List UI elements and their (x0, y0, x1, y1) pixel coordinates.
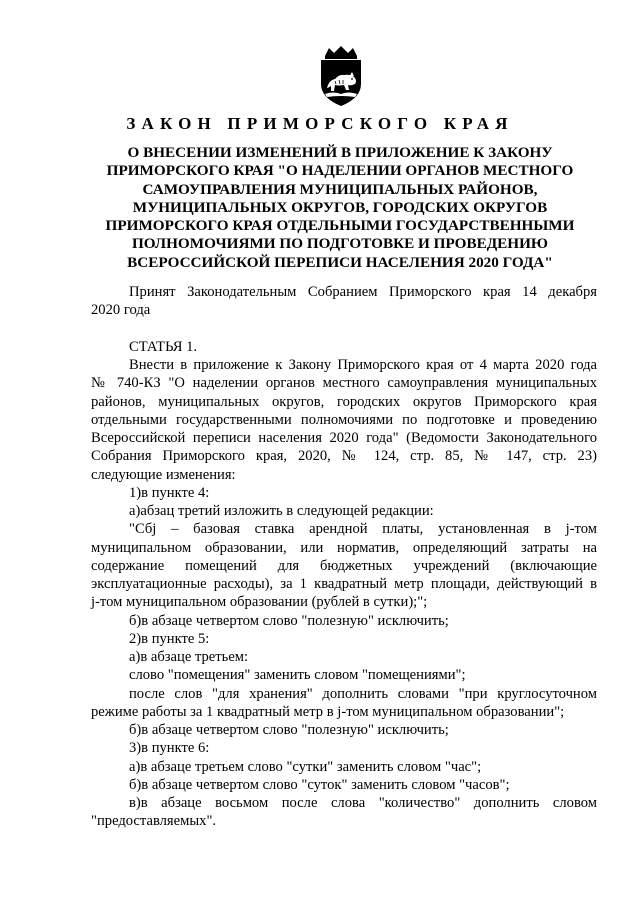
subtitle-line: ПРИМОРСКОГО КРАЯ "О НАДЕЛЕНИИ ОРГАНОВ МЕСТНОГО (106, 162, 574, 180)
article-line: Всероссийской переписи населения 2020 года" (Ведомости Законодательного (91, 430, 597, 446)
article-line: а)в абзаце третьем: (129, 649, 249, 665)
article-heading: СТАТЬЯ 1. (129, 338, 198, 355)
subtitle-line: МУНИЦИПАЛЬНЫХ ОКРУГОВ, ГОРОДСКИХ ОКРУГОВ (132, 198, 548, 216)
article-line: муниципальном образовании, или норматив, определяющий затраты на (91, 539, 597, 556)
article-line: эксплуатационные расходы), за 1 квадратный метр площади, действующий в (91, 576, 597, 592)
article-line: Собрания Приморского края, 2020, № 124, стр. 85, № 147, стр. 23) (91, 448, 597, 465)
article-line: в)в абзаце восьмом после слова "количество" дополнить словом (129, 795, 597, 811)
article-line: Внести в приложение к Закону Приморского края от 4 марта 2020 года (129, 357, 597, 373)
article-line: после слов "для хранения" дополнить словами "при круглосуточном (129, 685, 597, 702)
article-line: 1)в пункте 4: (129, 484, 210, 501)
article-line: отдельными государственными полномочиями по подготовке и проведению (91, 411, 597, 428)
article-line: 2)в пункте 5: (129, 630, 210, 647)
article-line: 3)в пункте 6: (129, 740, 210, 757)
article-line: "Сбj – базовая ставка арендной платы, установленная в j-том (129, 521, 597, 538)
article-line: районов, муниципальных округов, городских округов Приморского края (91, 393, 597, 410)
coat-of-arms-icon (315, 44, 367, 108)
article-line: б)в абзаце четвертом слово "суток" заменить словом "часов"; (129, 776, 510, 793)
article-line: j-том муниципальном образовании (рублей в сутки);"; (91, 594, 428, 611)
article-line: № 740-КЗ "О наделении органов местного самоуправления муниципальных (91, 375, 597, 392)
adoption-line: Принят Законодательным Собранием Приморского края 14 декабря (129, 284, 597, 300)
subtitle-line: ПРИМОРСКОГО КРАЯ ОТДЕЛЬНЫМИ ГОСУДАРСТВЕННЫМИ (105, 217, 575, 235)
subtitle-line: САМОУПРАВЛЕНИЯ МУНИЦИПАЛЬНЫХ РАЙОНОВ, (142, 180, 538, 198)
subtitle-line: ПОЛНОМОЧИЯМИ ПО ПОДГОТОВКЕ И ПРОВЕДЕНИЮ (131, 235, 549, 253)
law-body (91, 283, 597, 831)
article-line: слово "помещения" заменить словом "помещениями"; (129, 667, 466, 684)
article-line: б)в абзаце четвертом слово "полезную" исключить; (129, 612, 449, 629)
article-line: следующие изменения: (91, 466, 236, 483)
law-title: ЗАКОН ПРИМОРСКОГО КРАЯ (126, 114, 514, 133)
article-line: "предоставляемых". (91, 813, 217, 830)
law-subtitle (92, 144, 588, 272)
article-line: режиме работы за 1 квадратный метр в j-том муниципальном образовании"; (91, 703, 565, 720)
article-line: содержание помещений для бюджетных учреждений (включающие (91, 557, 597, 574)
subtitle-line: О ВНЕСЕНИИ ИЗМЕНЕНИЙ В ПРИЛОЖЕНИЕ К ЗАКОНУ (127, 144, 553, 161)
article-line: б)в абзаце четвертом слово "полезную" исключить; (129, 722, 449, 738)
article-line: а)абзац третий изложить в следующей редакции: (129, 503, 434, 519)
subtitle-line: ВСЕРОССИЙСКОЙ ПЕРЕПИСИ НАСЕЛЕНИЯ 2020 ГОДА" (127, 253, 553, 271)
adoption-line: 2020 года (91, 302, 151, 319)
article-line: а)в абзаце третьем слово "сутки" заменить словом "час"; (129, 758, 482, 775)
